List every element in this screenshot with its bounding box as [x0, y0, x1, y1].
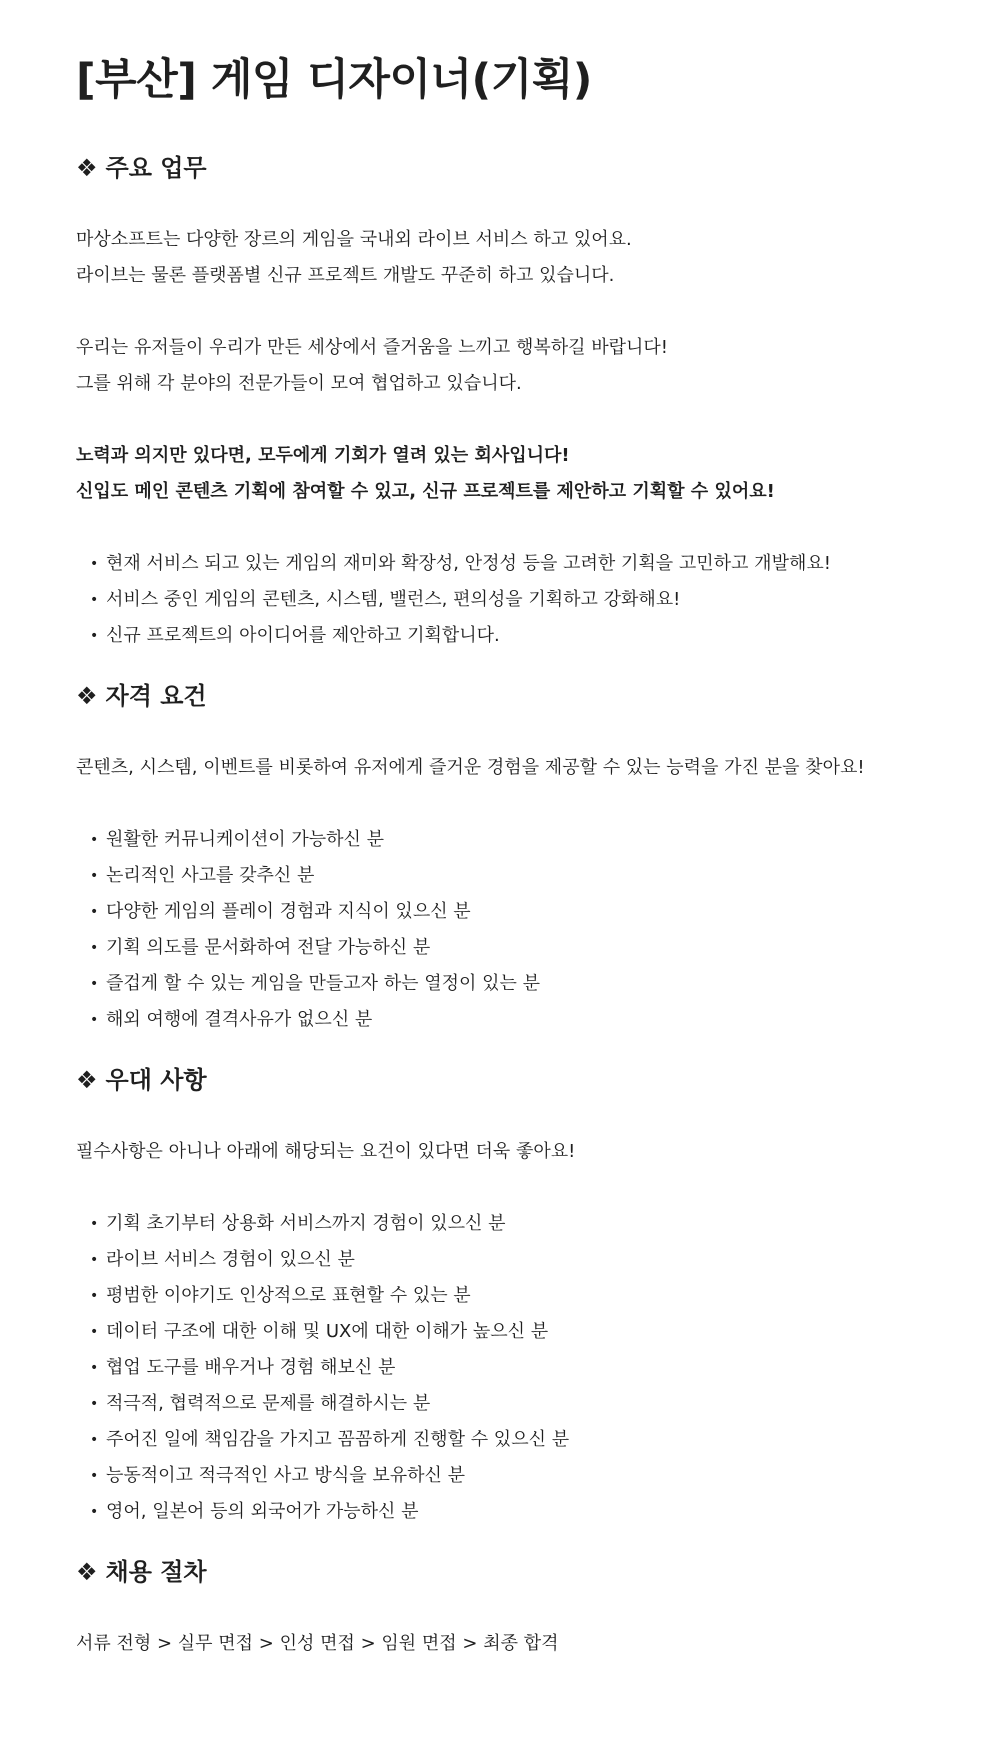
duties-intro-line-2: 라이브는 물론 플랫폼별 신규 프로젝트 개발도 꾸준히 하고 있습니다. [76, 265, 615, 286]
list-item: • 신규 프로젝트의 아이디어를 제안하고 기획합니다. [90, 618, 927, 654]
section-heading-preferred [76, 1062, 927, 1098]
duties-intro-line-4: 그를 위해 각 분야의 전문가들이 모여 협업하고 있습니다. [76, 373, 522, 394]
process-steps: 서류 전형 > 실무 면접 > 인성 면접 > 임원 면접 > 최종 합격 [76, 1633, 559, 1654]
list-item: • 다양한 게임의 플레이 경험과 지식이 있으신 분 [90, 894, 927, 930]
bullet-dot-icon: • [90, 592, 99, 608]
list-item: • 기획 초기부터 상용화 서비스까지 경험이 있으신 분 [90, 1206, 927, 1242]
diamond-bullet-icon: ❖ [76, 1558, 98, 1586]
section-heading-label: 우대 사항 [105, 1066, 207, 1094]
bullet-dot-icon: • [90, 1468, 99, 1484]
section-heading-label: 자격 요건 [105, 682, 207, 710]
bullet-dot-icon: • [90, 940, 99, 956]
duties-intro-line-3: 우리는 유저들이 우리가 만든 세상에서 즐거움을 느끼고 행복하길 바랍니다! [76, 337, 669, 358]
list-item: • 적극적, 협력적으로 문제를 해결하시는 분 [90, 1386, 927, 1422]
list-item: • 영어, 일본어 등의 외국어가 가능하신 분 [90, 1494, 927, 1530]
section-heading-requirements [76, 678, 927, 714]
section-heading-label: 주요 업무 [105, 154, 207, 182]
duties-emphasis-line-1: 노력과 의지만 있다면, 모두에게 기회가 열려 있는 회사입니다! [76, 445, 570, 466]
duties-intro-line-1: 마상소프트는 다양한 장르의 게임을 국내외 라이브 서비스 하고 있어요. [76, 229, 632, 250]
list-item: • 서비스 중인 게임의 콘텐츠, 시스템, 밸런스, 편의성을 기획하고 강화해요! [90, 582, 927, 618]
section-heading-duties [76, 150, 927, 186]
list-item: • 능동적이고 적극적인 사고 방식을 보유하신 분 [90, 1458, 927, 1494]
preferred-intro: 필수사항은 아니나 아래에 해당되는 요건이 있다면 더욱 좋아요! [76, 1141, 576, 1162]
bullet-dot-icon: • [90, 556, 99, 572]
bullet-dot-icon: • [90, 1396, 99, 1412]
bullet-dot-icon: • [90, 1216, 99, 1232]
diamond-bullet-icon: ❖ [76, 1066, 98, 1094]
bullet-dot-icon: • [90, 1252, 99, 1268]
bullet-dot-icon: • [90, 1432, 99, 1448]
diamond-bullet-icon: ❖ [76, 682, 98, 710]
bullet-dot-icon: • [90, 904, 99, 920]
requirements-intro: 콘텐츠, 시스템, 이벤트를 비롯하여 유저에게 즐거운 경험을 제공할 수 있는 능력을 가진 분을 찾아요! [76, 757, 865, 778]
duties-list [76, 546, 927, 654]
requirements-list [76, 822, 927, 1038]
section-heading-label: 채용 절차 [105, 1558, 207, 1586]
bullet-dot-icon: • [90, 832, 99, 848]
list-item: • 데이터 구조에 대한 이해 및 UX에 대한 이해가 높으신 분 [90, 1314, 927, 1350]
bullet-dot-icon: • [90, 1504, 99, 1520]
bullet-dot-icon: • [90, 868, 99, 884]
list-item: • 원활한 커뮤니케이션이 가능하신 분 [90, 822, 927, 858]
page-title: [부산] 게임 디자이너(기획) [76, 55, 592, 105]
bullet-dot-icon: • [90, 1324, 99, 1340]
list-item: • 주어진 일에 책임감을 가지고 꼼꼼하게 진행할 수 있으신 분 [90, 1422, 927, 1458]
bullet-dot-icon: • [90, 1012, 99, 1028]
list-item: • 즐겁게 할 수 있는 게임을 만들고자 하는 열정이 있는 분 [90, 966, 927, 1002]
diamond-bullet-icon: ❖ [76, 154, 98, 182]
list-item: • 해외 여행에 결격사유가 없으신 분 [90, 1002, 927, 1038]
duties-emphasis-line-2: 신입도 메인 콘텐츠 기획에 참여할 수 있고, 신규 프로젝트를 제안하고 기획할 수 있어요! [76, 481, 775, 502]
preferred-list [76, 1206, 927, 1530]
list-item: • 협업 도구를 배우거나 경험 해보신 분 [90, 1350, 927, 1386]
list-item: • 라이브 서비스 경험이 있으신 분 [90, 1242, 927, 1278]
bullet-dot-icon: • [90, 976, 99, 992]
list-item: • 현재 서비스 되고 있는 게임의 재미와 확장성, 안정성 등을 고려한 기획을 고민하고 개발해요! [90, 546, 927, 582]
bullet-dot-icon: • [90, 1360, 99, 1376]
list-item: • 평범한 이야기도 인상적으로 표현할 수 있는 분 [90, 1278, 927, 1314]
bullet-dot-icon: • [90, 628, 99, 644]
list-item: • 기획 의도를 문서화하여 전달 가능하신 분 [90, 930, 927, 966]
list-item: • 논리적인 사고를 갖추신 분 [90, 858, 927, 894]
bullet-dot-icon: • [90, 1288, 99, 1304]
section-heading-process [76, 1554, 927, 1590]
